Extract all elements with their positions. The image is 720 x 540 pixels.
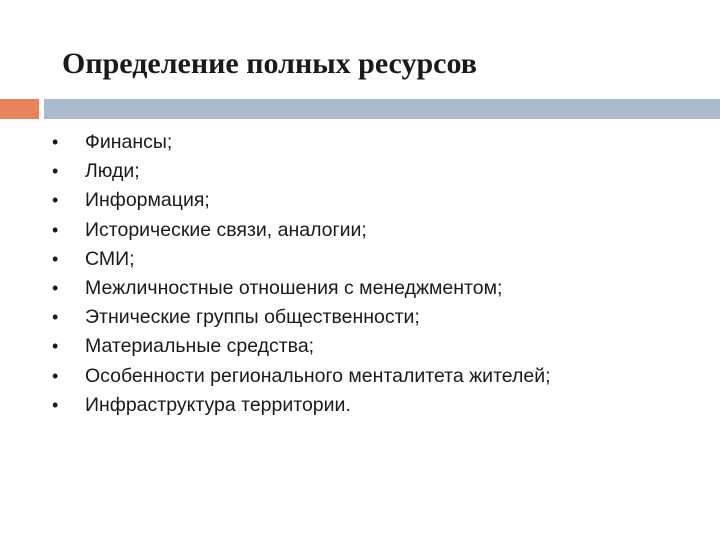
list-item	[52, 303, 551, 332]
resource-list	[52, 128, 551, 420]
bullet-icon: •	[52, 219, 59, 240]
list-item	[52, 274, 551, 303]
list-item	[52, 186, 551, 215]
bullet-icon: •	[52, 307, 59, 328]
list-item-text: Межличностные отношения с менеджментом;	[85, 276, 503, 299]
title-divider-bar	[44, 99, 720, 119]
list-item-text: Особенности регионального менталитета жителей;	[85, 364, 551, 387]
list-item	[52, 391, 551, 420]
list-item-text: Информация;	[85, 189, 210, 212]
bullet-icon: •	[52, 277, 59, 298]
list-item	[52, 245, 551, 274]
bullet-icon: •	[52, 161, 59, 182]
list-item	[52, 157, 551, 186]
list-item-text: СМИ;	[85, 247, 135, 270]
list-item-text: Материальные средства;	[85, 335, 315, 358]
list-item-text: Финансы;	[85, 131, 173, 153]
list-item	[52, 216, 551, 245]
bullet-icon: •	[52, 132, 59, 152]
title-accent-bar	[0, 99, 39, 119]
slide-title: Определение полных ресурсов	[62, 47, 477, 80]
list-item	[52, 128, 551, 157]
bullet-icon: •	[52, 336, 59, 357]
list-item	[52, 332, 551, 361]
list-item-text: Инфраструктура территории.	[85, 393, 351, 416]
bullet-icon: •	[52, 248, 59, 269]
list-item-text: Исторические связи, аналогии;	[85, 218, 367, 241]
list-item	[52, 362, 551, 391]
bullet-icon: •	[52, 190, 59, 211]
bullet-icon: •	[52, 394, 59, 415]
bullet-icon: •	[52, 365, 59, 386]
list-item-text: Этнические группы общественности;	[85, 306, 420, 329]
list-item-text: Люди;	[85, 160, 140, 183]
